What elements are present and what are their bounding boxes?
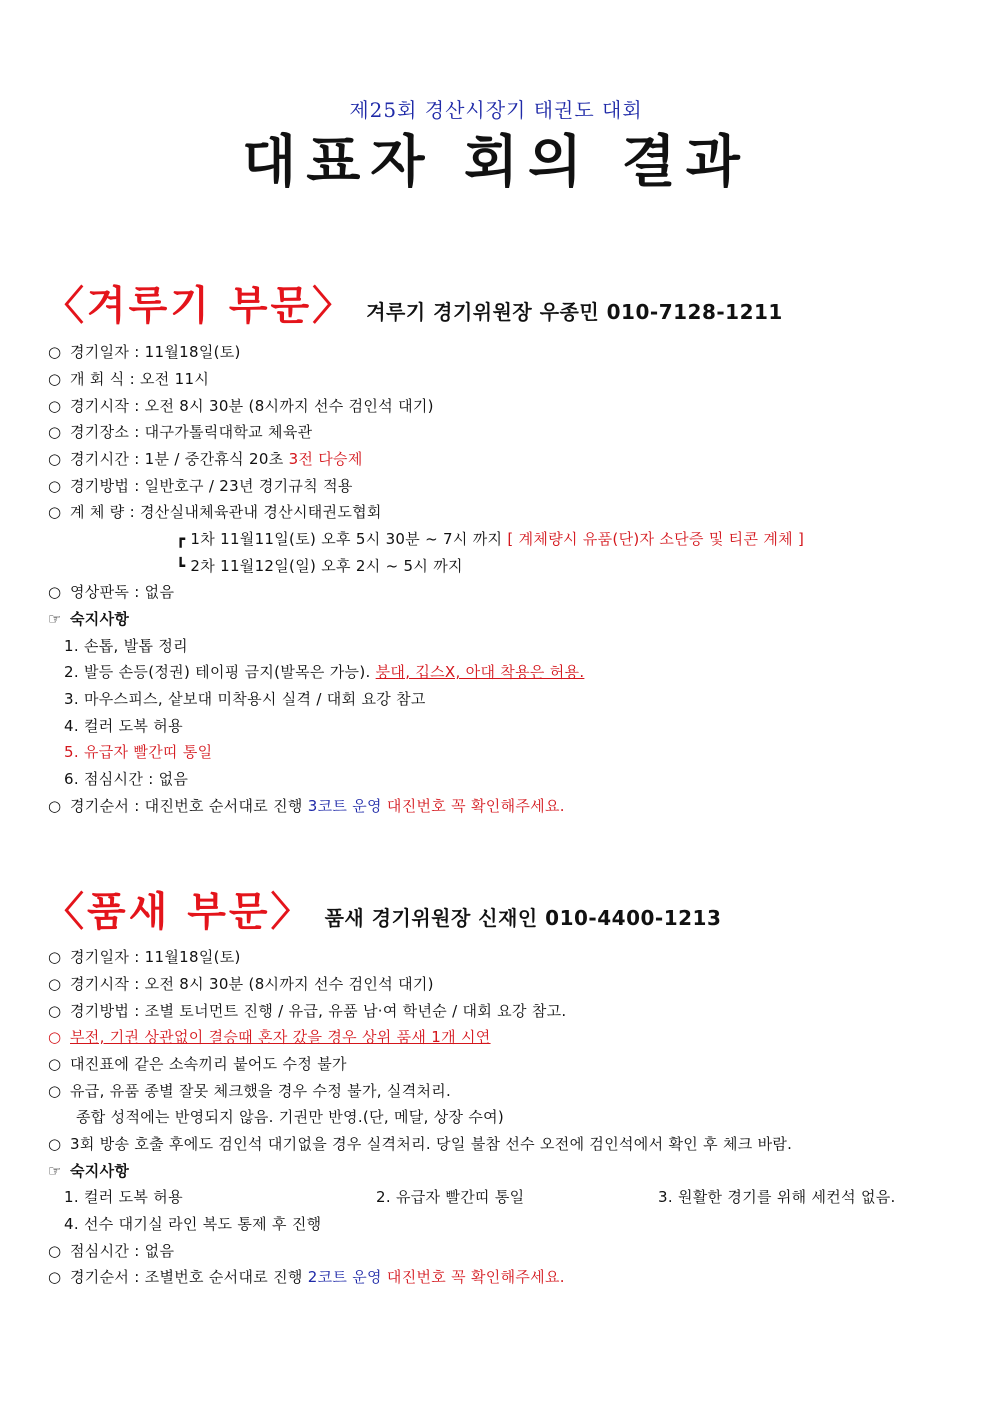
circle-icon: ○ <box>48 975 62 993</box>
poomsae-notes-title: ☞ 숙지사항 <box>48 1162 130 1180</box>
circle-icon: ○ <box>48 343 62 361</box>
sparring-committee-contact: 겨루기 경기위원장 우종민 010-7128-1211 <box>366 300 783 324</box>
sparring-weighin-first: ┏ 1차 11월11일(토) 오후 5시 30분 ~ 7시 까지 [ 계체량시 유품(단)자 소단증 및 티콘 계체 ] <box>176 530 805 548</box>
circle-icon: ○ <box>48 370 62 388</box>
poomsae-same-club: ○ 대진표에 같은 소속끼리 붙어도 수정 불가 <box>48 1055 347 1073</box>
circle-icon: ○ <box>48 1242 62 1260</box>
circle-icon: ○ <box>48 1268 62 1286</box>
poomsae-note-4: 4. 선수 대기실 라인 복도 통제 후 진행 <box>64 1215 322 1233</box>
page-title: 대표자 회의 결과 <box>242 130 750 195</box>
poomsae-final-rule: ○ 부전, 기권 상관없이 결승때 혼자 갔을 경우 상위 품새 1개 시연 <box>48 1028 491 1046</box>
event-subtitle: 제25회 경산시장기 태권도 대회 <box>349 98 643 122</box>
circle-icon: ○ <box>48 797 62 815</box>
poomsae-wrong-check-detail: 종합 성적에는 반영되지 않음. 기권만 반영.(단, 메달, 상장 수여) <box>76 1108 505 1126</box>
sparring-note-3: 3. 마우스피스, 샅보대 미착용시 실격 / 대회 요강 참고 <box>64 690 426 708</box>
circle-icon: ○ <box>48 397 62 415</box>
poomsae-note-2: 2. 유급자 빨간띠 통일 <box>376 1188 525 1206</box>
poomsae-callout: ○ 3회 방송 호출 후에도 검인석 대기없을 경우 실격처리. 당일 불참 선수 오전에 검인석에서 확인 후 체크 바람. <box>48 1135 793 1153</box>
circle-icon: ○ <box>48 948 62 966</box>
poomsae-committee-contact: 품새 경기위원장 신재인 010-4400-1213 <box>324 906 722 930</box>
circle-icon: ○ <box>48 1082 62 1100</box>
sparring-time: ○ 경기시간 : 1분 / 중간휴식 20초 3전 다승제 <box>48 450 363 468</box>
circle-icon: ○ <box>48 1135 62 1153</box>
sparring-note-6: 6. 점심시간 : 없음 <box>64 770 189 788</box>
poomsae-lunch: ○ 점심시간 : 없음 <box>48 1242 175 1260</box>
poomsae-start: ○ 경기시작 : 오전 8시 30분 (8시까지 선수 검인석 대기) <box>48 975 434 993</box>
poomsae-method: ○ 경기방법 : 조별 토너먼트 진행 / 유급, 유품 남·여 학년순 / 대회 요강 참고. <box>48 1002 567 1020</box>
sparring-notes-title: ☞ 숙지사항 <box>48 610 130 628</box>
sparring-video-review: ○ 영상판독 : 없음 <box>48 583 175 601</box>
pointing-hand-icon: ☞ <box>48 1162 62 1180</box>
sparring-note-1: 1. 손톱, 발톱 정리 <box>64 637 188 655</box>
poomsae-section-title: 〈품새 부문〉 <box>44 889 314 935</box>
circle-icon: ○ <box>48 583 62 601</box>
sparring-note-2: 2. 발등 손등(정권) 테이핑 금지(발목은 가능). 붕대, 깁스X, 아대 착용은 허용. <box>64 663 585 681</box>
poomsae-order: ○ 경기순서 : 조별번호 순서대로 진행 2코트 운영 대진번호 꼭 확인해주세요. <box>48 1268 565 1286</box>
sparring-start: ○ 경기시작 : 오전 8시 30분 (8시까지 선수 검인석 대기) <box>48 397 434 415</box>
circle-icon: ○ <box>48 1002 62 1020</box>
circle-icon: ○ <box>48 477 62 495</box>
sparring-date: ○ 경기일자 : 11월18일(토) <box>48 343 241 361</box>
sparring-order: ○ 경기순서 : 대진번호 순서대로 진행 3코트 운영 대진번호 꼭 확인해주세요. <box>48 797 565 815</box>
sparring-section-header <box>44 274 783 331</box>
circle-icon: ○ <box>48 423 62 441</box>
circle-icon: ○ <box>48 1055 62 1073</box>
circle-icon: ○ <box>48 1028 62 1046</box>
sparring-venue: ○ 경기장소 : 대구가톨릭대학교 체육관 <box>48 423 313 441</box>
circle-icon: ○ <box>48 450 62 468</box>
sparring-weighin: ○ 계 체 량 : 경산실내체육관내 경산시태권도협회 <box>48 503 382 521</box>
sparring-weighin-second: ┗ 2차 11월12일(일) 오후 2시 ~ 5시 까지 <box>176 557 463 575</box>
sparring-method: ○ 경기방법 : 일반호구 / 23년 경기규칙 적용 <box>48 477 353 495</box>
sparring-note-4: 4. 컬러 도복 허용 <box>64 717 183 735</box>
circle-icon: ○ <box>48 503 62 521</box>
poomsae-section-header <box>44 880 721 937</box>
pointing-hand-icon: ☞ <box>48 610 62 628</box>
sparring-note-5: 5. 유급자 빨간띠 통일 <box>64 743 213 761</box>
poomsae-note-3: 3. 원활한 경기를 위해 세컨석 없음. <box>658 1188 896 1206</box>
poomsae-wrong-check: ○ 유급, 유품 종별 잘못 체크했을 경우 수정 불가, 실격처리. <box>48 1082 452 1100</box>
poomsae-notes-row <box>64 1187 896 1207</box>
sparring-section-title: 〈겨루기 부문〉 <box>44 283 356 329</box>
poomsae-date: ○ 경기일자 : 11월18일(토) <box>48 948 241 966</box>
poomsae-note-1: 1. 컬러 도복 허용 <box>64 1188 183 1206</box>
sparring-opening: ○ 개 회 식 : 오전 11시 <box>48 370 210 388</box>
